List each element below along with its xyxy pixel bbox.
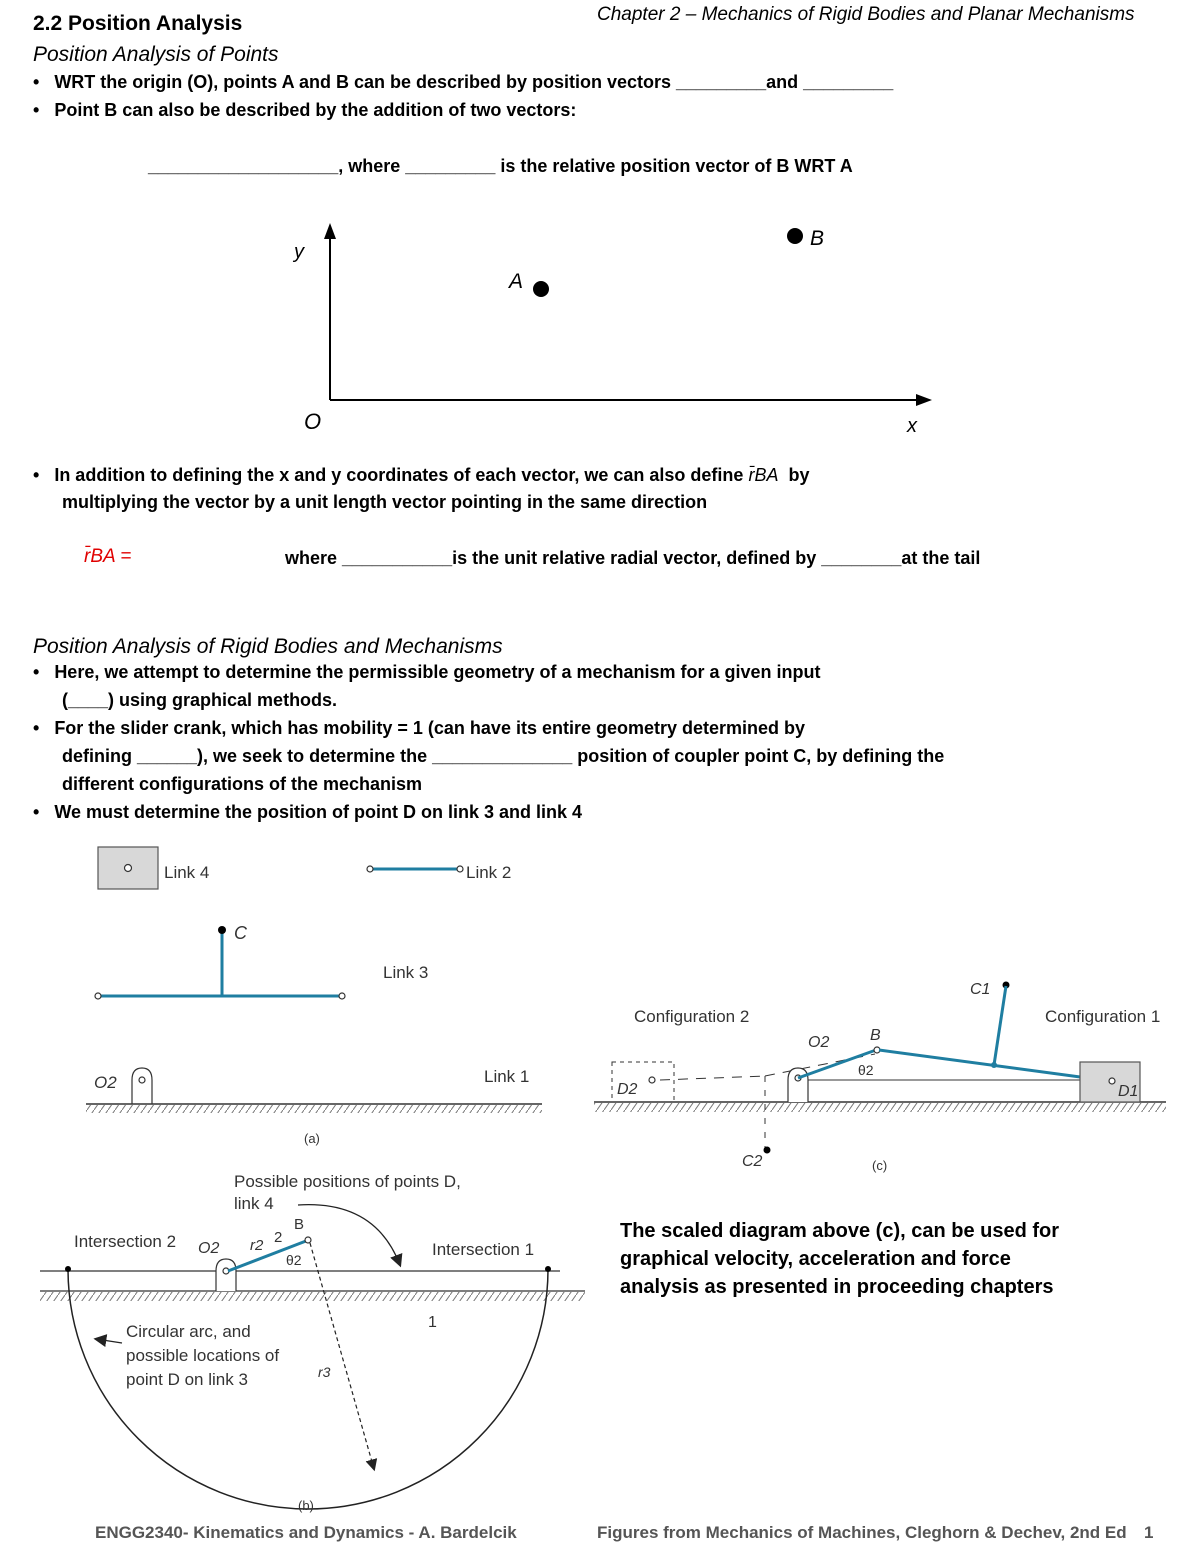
r2-label: r2 <box>250 1237 264 1254</box>
o2-label-b: O2 <box>198 1240 220 1257</box>
link3-label: Link 3 <box>383 963 429 982</box>
subtitle-mechanisms: Position Analysis of Rigid Bodies and Mechanisms <box>33 635 503 658</box>
intersection2-label: Intersection 2 <box>74 1232 177 1251</box>
r-ba-symbol: r̄BA <box>748 465 779 485</box>
bullet-mech-1-line2: (____) using graphical methods. <box>62 690 338 710</box>
link3-pin-right <box>339 993 345 999</box>
caption-a: (a) <box>304 1131 320 1146</box>
bullet-mech-1: • Here, we attempt to determine the permissible geometry of a mechanism for a given input <box>33 662 821 682</box>
b-label-c: B <box>870 1027 881 1044</box>
side-note-line3: analysis as presented in proceeding chapters <box>620 1276 1054 1298</box>
point-b <box>787 228 803 244</box>
bullet-points-1: • WRT the origin (O), points A and B can be described by position vectors _________and _________ <box>33 72 894 92</box>
bullet-text: For the slider crank, which has mobility = 1 (can have its entire geometry determined by <box>54 718 806 738</box>
link1-label: Link 1 <box>484 1067 530 1086</box>
coordinate-figure <box>280 215 960 440</box>
bullet-points-3-line2: multiplying the vector by a unit length vector pointing in the same direction <box>62 492 708 512</box>
theta2-label-c: θ2 <box>858 1062 874 1078</box>
bullet-mech-3: • We must determine the position of point D on link 3 and link 4 <box>33 802 583 822</box>
link2-label: Link 2 <box>466 863 512 882</box>
origin-label: O <box>304 409 322 434</box>
link3-pin-left <box>95 993 101 999</box>
d2-pin <box>649 1077 655 1083</box>
y-axis-arrow <box>324 223 336 239</box>
page-number: 1 <box>1144 1523 1154 1542</box>
arc-note-line1: Circular arc, and <box>126 1322 251 1341</box>
coupler-joint-c <box>991 1062 997 1068</box>
config2-label: Configuration 2 <box>634 1007 750 1026</box>
bullet-points-2: • Point B can also be described by the addition of two vectors: <box>33 100 577 120</box>
link4-label: Link 4 <box>164 863 210 882</box>
y-axis-label: y <box>294 241 304 263</box>
point-a <box>533 281 549 297</box>
annotation-arrow <box>298 1205 400 1265</box>
annotation-line1: Possible positions of points D, <box>234 1172 461 1191</box>
config1-label: Configuration 1 <box>1045 1007 1161 1026</box>
ground-hatch-c <box>594 1103 1166 1112</box>
theta2-label-b: θ2 <box>286 1252 302 1268</box>
subtitle-points: Position Analysis of Points <box>33 43 279 66</box>
circular-arc <box>68 1269 548 1509</box>
bullet-text: WRT the origin (O), points A and B can be described by position vectors _________and _________ <box>54 72 894 92</box>
o2-pivot-b <box>216 1259 236 1291</box>
link2-pin-left <box>367 866 373 872</box>
bullet-text: Point B can also be described by the addition of two vectors: <box>54 100 577 120</box>
figure-b <box>30 1165 600 1520</box>
r3-label: r3 <box>318 1364 331 1380</box>
r3-radius <box>310 1243 374 1469</box>
chapter-title: Chapter 2 – Mechanics of Rigid Bodies and Planar Mechanisms <box>597 4 1135 25</box>
figure-a <box>80 840 560 1155</box>
link2-pin-right <box>457 866 463 872</box>
b-label-b: B <box>294 1216 305 1233</box>
c2-label: C2 <box>742 1153 763 1170</box>
coupler-arm-c <box>994 986 1006 1065</box>
arc-note-line3: point D on link 3 <box>126 1370 248 1389</box>
footer-right: Figures from Mechanics of Machines, Cleghorn & Dechev, 2nd Ed <box>597 1523 1127 1542</box>
bullet-text: We must determine the position of point D on link 3 and link 4 <box>54 802 583 822</box>
point-a-label: A <box>509 270 524 293</box>
bullet-points-3: • In addition to defining the x and y coordinates of each vector, we can also define r̄BA by <box>33 465 810 485</box>
x-axis-label: x <box>907 415 917 437</box>
b-pin-b <box>305 1237 311 1243</box>
intersection2-dot <box>65 1266 71 1272</box>
bullet-mech-2-line2: defining ______), we seek to determine the ______________ position of coupler point C, by defining the <box>62 746 945 766</box>
d1-label: D1 <box>1118 1083 1139 1100</box>
x-axis-arrow <box>916 394 932 406</box>
bullet-mech-2-line3: different configurations of the mechanism <box>62 774 423 794</box>
bullet-text: Here, we attempt to determine the permissible geometry of a mechanism for a given input <box>54 662 821 682</box>
section-title: 2.2 Position Analysis <box>33 12 243 35</box>
intersection1-dot <box>545 1266 551 1272</box>
o2-label-c: O2 <box>808 1034 830 1051</box>
annotation-line2: link 4 <box>234 1194 274 1213</box>
footer-left: ENGG2340- Kinematics and Dynamics - A. Bardelcik <box>95 1523 517 1542</box>
config2-dashed-link <box>660 1076 765 1080</box>
bullet-text: In addition to defining the x and y coordinates of each vector, we can also define <box>54 465 744 485</box>
d1-pin <box>1109 1078 1115 1084</box>
unit-vector-text: where ___________is the unit relative radial vector, defined by ________at the tail <box>285 548 981 568</box>
point-c-label: C <box>234 923 247 943</box>
caption-c: (c) <box>872 1158 888 1173</box>
figure-c <box>590 970 1190 1180</box>
c1-label: C1 <box>970 981 991 998</box>
ground-hatch <box>86 1105 542 1113</box>
link-one-label: 1 <box>428 1314 437 1331</box>
equation-lhs: r̄BA = <box>84 546 132 567</box>
o2-pin <box>139 1077 145 1083</box>
link4-pin <box>125 865 132 872</box>
bullet-text-by: by <box>788 465 810 485</box>
bullet-mech-2: • For the slider crank, which has mobility = 1 (can have its entire geometry determined by <box>33 718 806 738</box>
ground-hatch-b <box>40 1292 585 1301</box>
side-note-line2: graphical velocity, acceleration and force <box>620 1248 1011 1270</box>
caption-b: (b) <box>298 1498 314 1513</box>
point-c-dot <box>218 926 226 934</box>
c2-dot <box>764 1147 771 1154</box>
blank-line: ___________________, where _________ is the relative position vector of B WRT A <box>148 156 853 176</box>
d2-label: D2 <box>617 1081 638 1098</box>
side-note-line1: The scaled diagram above (c), can be used for <box>620 1220 1060 1242</box>
arc-note-arrow <box>96 1339 122 1343</box>
o2-pivot <box>132 1068 152 1104</box>
point-b-label: B <box>810 227 825 250</box>
link-two-label: 2 <box>274 1229 283 1246</box>
intersection1-label: Intersection 1 <box>432 1240 535 1259</box>
o2-pivot-c <box>788 1068 808 1102</box>
arc-note-line2: possible locations of <box>126 1346 280 1365</box>
o2-label: O2 <box>94 1073 117 1092</box>
